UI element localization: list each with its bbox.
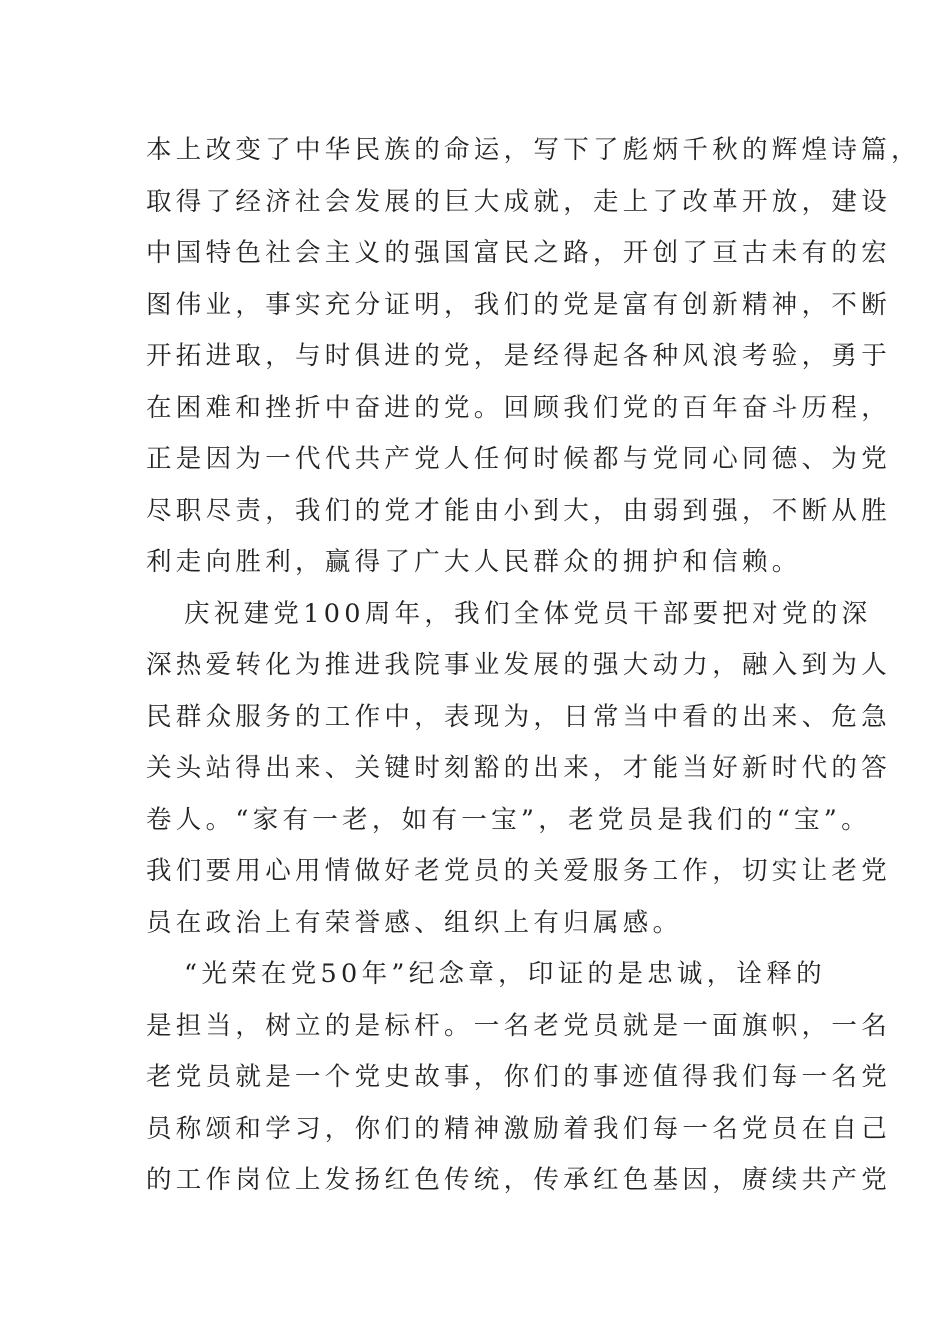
paragraph-1-line-8: 尽职尽责，我们的党才能由小到大，由弱到强，不断从胜 [146,495,892,526]
paragraph-1-line-7: 正是因为一代代共产党人任何时候都与党同心同德、为党 [146,444,892,474]
paragraph-3-line-5: 的工作岗位上发扬红色传统，传承红色基因，赓续共产党 [146,1165,892,1195]
paragraph-2-line-1: 庆祝建党100周年，我们全体党员干部要把对党的深 [184,598,872,629]
paragraph-2-line-7: 员在政治上有荣誉感、组织上有归属感。 [146,907,683,938]
paragraph-1-line-6: 在困难和挫折中奋进的党。回顾我们党的百年奋斗历程， [146,392,892,423]
paragraph-3-line-4: 员称颂和学习，你们的精神激励着我们每一名党员在自己 [146,1113,892,1144]
paragraph-2-line-4: 关头站得出来、关键时刻豁的出来，才能当好新时代的答 [146,753,892,783]
paragraph-1-line-4: 图伟业，事实充分证明，我们的党是富有创新精神，不断 [146,289,892,320]
paragraph-2-line-5: 卷人。“家有一老，如有一宝”，老党员是我们的“宝”。 [146,804,871,835]
paragraph-1-line-5: 开拓进取，与时俱进的党，是经得起各种风浪考验，勇于 [146,341,892,371]
paragraph-1-line-2: 取得了经济社会发展的巨大成就，走上了改革开放，建设 [146,186,892,217]
paragraph-3-line-3: 老党员就是一个党史故事，你们的事迹值得我们每一名党 [146,1062,892,1092]
paragraph-1-line-9: 利走向胜利，赢得了广大人民群众的拥护和信赖。 [146,547,802,577]
paragraph-2-line-2: 深热爱转化为推进我院事业发展的强大动力，融入到为人 [146,650,892,680]
paragraph-1-line-1: 本上改变了中华民族的命运，写下了彪炳千秋的辉煌诗篇， [146,135,921,165]
paragraph-2-line-3: 民群众服务的工作中，表现为，日常当中看的出来、危急 [146,701,892,732]
paragraph-3-line-1: “光荣在党50年”纪念章，印证的是忠诚，诠释的 [184,959,826,989]
paragraph-2-line-6: 我们要用心用情做好老党员的关爱服务工作，切实让老党 [146,856,892,886]
paragraph-3-line-2: 是担当，树立的是标杆。一名老党员就是一面旗帜，一名 [146,1010,892,1041]
body-text [146,128,921,1210]
paragraph-1-line-3: 中国特色社会主义的强国富民之路，开创了亘古未有的宏 [146,238,892,268]
